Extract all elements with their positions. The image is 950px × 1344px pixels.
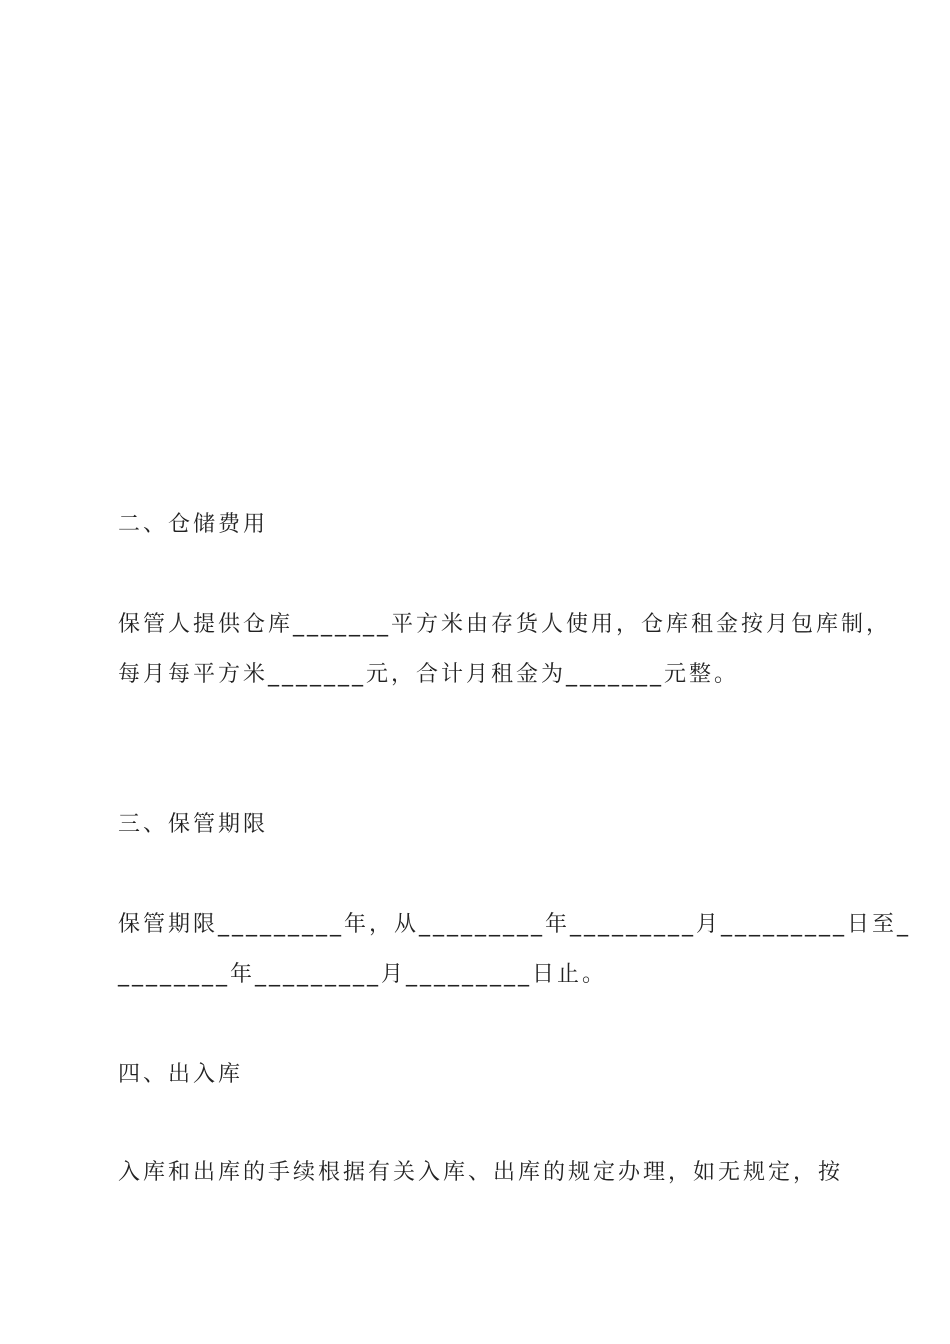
section-heading-storage-period: 三、保管期限 bbox=[118, 812, 269, 837]
section-heading-storage-fees: 二、仓储费用 bbox=[118, 512, 269, 537]
section-heading-warehousing: 四、出入库 bbox=[118, 1062, 244, 1087]
paragraph-storage-fees-line-1: 保管人提供仓库_______平方米由存货人使用，仓库租金按月包库制， bbox=[118, 612, 892, 637]
paragraph-warehousing-line-1: 入库和出库的手续根据有关入库、出库的规定办理，如无规定，按 bbox=[118, 1160, 844, 1185]
paragraph-storage-period-line-1: 保管期限_________年，从_________年_________月_________日至_ bbox=[118, 912, 912, 937]
paragraph-storage-period-line-2: ________年_________月_________日止。 bbox=[118, 962, 608, 987]
paragraph-storage-fees-line-2: 每月每平方米_______元，合计月租金为_______元整。 bbox=[118, 662, 740, 687]
